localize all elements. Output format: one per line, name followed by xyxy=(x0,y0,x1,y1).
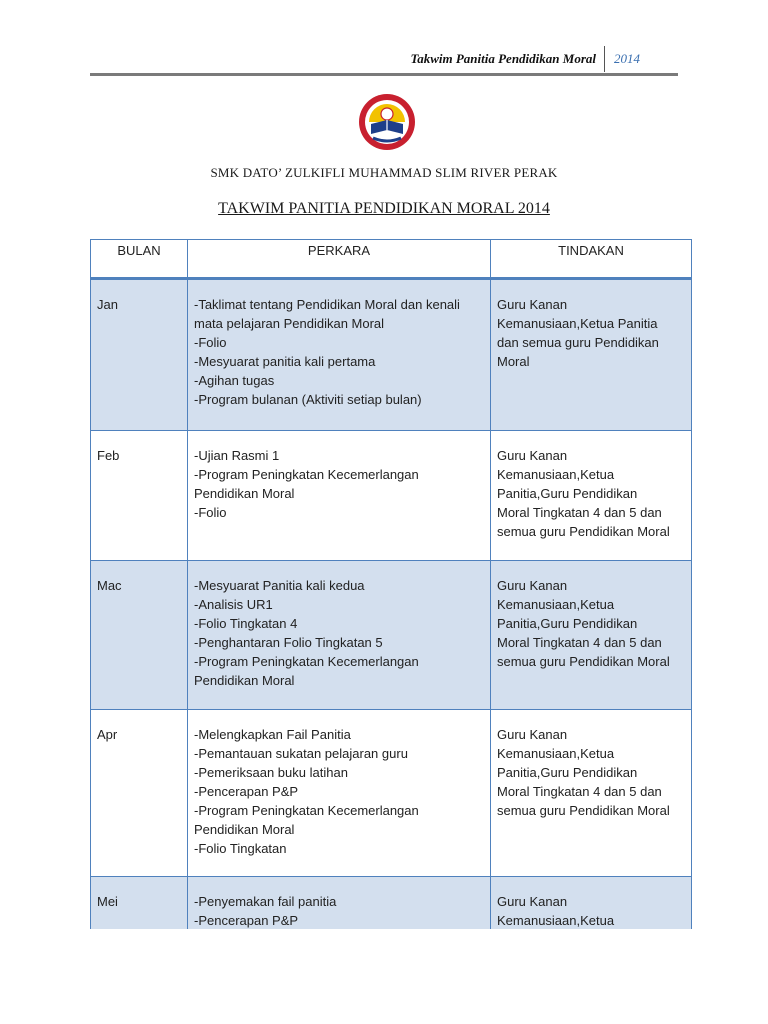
item-line: -Program Peningkatan Kecemerlangan xyxy=(194,654,419,669)
item-line: -Mesyuarat panitia kali pertama xyxy=(194,354,376,369)
item-line: -Program bulanan (Aktiviti setiap bulan) xyxy=(194,392,422,407)
table-row xyxy=(91,431,692,561)
action-cell xyxy=(491,279,692,431)
action-cell xyxy=(491,561,692,710)
header-year: 2014 xyxy=(614,51,640,66)
school-crest-logo xyxy=(357,92,417,152)
item-line: -Analisis UR1 xyxy=(194,597,273,612)
item-line: -Folio Tingkatan 4 xyxy=(194,616,298,631)
action-line: Guru Kanan xyxy=(497,727,568,742)
item-line: -Folio xyxy=(194,505,227,520)
action-line: Kemanusiaan,Ketua Panitia xyxy=(497,316,658,331)
action-line: dan semua guru Pendidikan xyxy=(497,335,659,350)
month-cell: Apr xyxy=(91,710,188,877)
item-line: -Agihan tugas xyxy=(194,373,275,388)
action-line: Panitia,Guru Pendidikan xyxy=(497,616,638,631)
header-divider xyxy=(604,46,605,72)
item-line: -Penyemakan fail panitia xyxy=(194,894,337,909)
table-row xyxy=(91,279,692,431)
item-line: -Mesyuarat Panitia kali kedua xyxy=(194,578,365,593)
item-line: -Program Peningkatan Kecemerlangan xyxy=(194,803,419,818)
item-line: -Program Peningkatan Kecemerlangan xyxy=(194,467,419,482)
items-cell xyxy=(188,431,491,561)
item-line: -Pemeriksaan buku latihan xyxy=(194,765,348,780)
item-line: -Taklimat tentang Pendidikan Moral dan kenali xyxy=(194,297,460,312)
month-cell: Jan xyxy=(91,279,188,431)
items-cell xyxy=(188,279,491,431)
table-row xyxy=(91,710,692,877)
item-line: mata pelajaran Pendidikan Moral xyxy=(194,316,385,331)
column-header-items: PERKARA xyxy=(188,240,491,279)
action-cell xyxy=(491,431,692,561)
action-line: semua guru Pendidikan Moral xyxy=(497,524,670,539)
action-cell xyxy=(491,710,692,877)
page-header xyxy=(90,44,678,74)
item-line: -Melengkapkan Fail Panitia xyxy=(194,727,351,742)
action-line: Guru Kanan xyxy=(497,894,568,909)
item-line: Pendidikan Moral xyxy=(194,822,295,837)
item-line: Pendidikan Moral xyxy=(194,673,295,688)
header-rule xyxy=(90,73,678,76)
action-line: Guru Kanan xyxy=(497,578,568,593)
action-line: Panitia,Guru Pendidikan xyxy=(497,765,638,780)
action-line: Kemanusiaan,Ketua xyxy=(497,746,615,761)
action-line: Guru Kanan xyxy=(497,297,568,312)
header-title: Takwim Panitia Pendidikan Moral xyxy=(410,51,596,66)
table-row xyxy=(91,561,692,710)
item-line: -Pencerapan P&P xyxy=(194,784,299,799)
action-line: Moral Tingkatan 4 dan 5 dan xyxy=(497,784,662,799)
items-cell xyxy=(188,561,491,710)
items-cell xyxy=(188,710,491,877)
action-line: Kemanusiaan,Ketua xyxy=(497,597,615,612)
action-line: Panitia,Guru Pendidikan xyxy=(497,486,638,501)
action-line: Moral Tingkatan 4 dan 5 dan xyxy=(497,505,662,520)
school-name: SMK DATO’ ZULKIFLI MUHAMMAD SLIM RIVER PERAK xyxy=(210,165,558,180)
item-line: -Pencerapan P&P xyxy=(194,913,299,928)
document-title: TAKWIM PANITIA PENDIDIKAN MORAL 2014 xyxy=(218,200,550,217)
item-line: -Folio xyxy=(194,335,227,350)
item-line: -Ujian Rasmi 1 xyxy=(194,448,280,463)
item-line: -Folio Tingkatan xyxy=(194,841,287,856)
action-line: Kemanusiaan,Ketua xyxy=(497,913,615,928)
item-line: Pendidikan Moral xyxy=(194,486,295,501)
calendar-table xyxy=(90,239,692,957)
action-line: semua guru Pendidikan Moral xyxy=(497,654,670,669)
action-line: Moral xyxy=(497,354,530,369)
month-cell: Mac xyxy=(91,561,188,710)
month-cell: Feb xyxy=(91,431,188,561)
column-header-month: BULAN xyxy=(91,240,188,279)
action-line: semua guru Pendidikan Moral xyxy=(497,803,670,818)
page-bottom-margin xyxy=(0,929,768,1024)
column-header-action: TINDAKAN xyxy=(491,240,692,279)
table-header-row xyxy=(91,240,692,279)
action-line: Guru Kanan xyxy=(497,448,568,463)
item-line: -Penghantaran Folio Tingkatan 5 xyxy=(194,635,383,650)
month-cell: Mei xyxy=(91,877,188,957)
item-line: -Pemantauan sukatan pelajaran guru xyxy=(194,746,408,761)
action-line: Moral Tingkatan 4 dan 5 dan xyxy=(497,635,662,650)
action-line: Kemanusiaan,Ketua xyxy=(497,467,615,482)
